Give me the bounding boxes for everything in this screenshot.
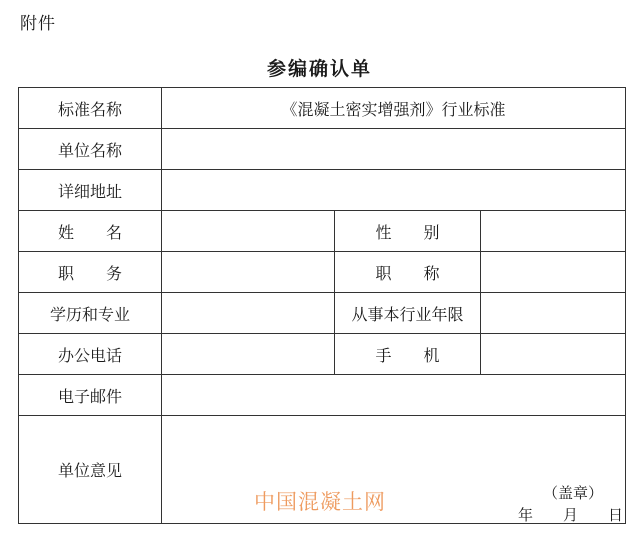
gender-field[interactable] <box>481 211 626 252</box>
seal-text: （盖章） <box>543 484 604 502</box>
standard-name-label: 标准名称 <box>19 88 162 129</box>
site-watermark: 中国混凝土网 <box>254 490 386 514</box>
form-title: 参编确认单 <box>266 58 372 80</box>
education-label: 学历和专业 <box>19 293 162 334</box>
row-address <box>19 170 626 211</box>
name-label: 姓 名 <box>19 211 162 252</box>
mobile-field[interactable] <box>481 334 626 375</box>
row-opinion <box>19 416 626 524</box>
office-phone-field[interactable] <box>162 334 335 375</box>
confirmation-form <box>18 87 626 524</box>
mobile-label: 手 机 <box>335 334 481 375</box>
row-position-title <box>19 252 626 293</box>
professional-title-field[interactable] <box>481 252 626 293</box>
row-name-gender <box>19 211 626 252</box>
opinion-field[interactable] <box>162 416 626 524</box>
row-education-years <box>19 293 626 334</box>
name-field[interactable] <box>162 211 335 252</box>
standard-name-value: 《混凝土密实增强剂》行业标准 <box>162 88 626 129</box>
row-unit-name <box>19 129 626 170</box>
unit-name-label: 单位名称 <box>19 129 162 170</box>
address-field[interactable] <box>162 170 626 211</box>
professional-title-label: 职 称 <box>335 252 481 293</box>
row-standard-name <box>19 88 626 129</box>
position-field[interactable] <box>162 252 335 293</box>
address-label: 详细地址 <box>19 170 162 211</box>
unit-name-field[interactable] <box>162 129 626 170</box>
email-field[interactable] <box>162 375 626 416</box>
date-text: 年 月 日 <box>518 506 624 524</box>
office-phone-label: 办公电话 <box>19 334 162 375</box>
education-field[interactable] <box>162 293 335 334</box>
row-email <box>19 375 626 416</box>
years-in-industry-field[interactable] <box>481 293 626 334</box>
row-phones <box>19 334 626 375</box>
attachment-label: 附件 <box>20 14 56 34</box>
email-label: 电子邮件 <box>19 375 162 416</box>
opinion-label: 单位意见 <box>19 416 162 524</box>
position-label: 职 务 <box>19 252 162 293</box>
years-in-industry-label: 从事本行业年限 <box>335 293 481 334</box>
gender-label: 性 别 <box>335 211 481 252</box>
